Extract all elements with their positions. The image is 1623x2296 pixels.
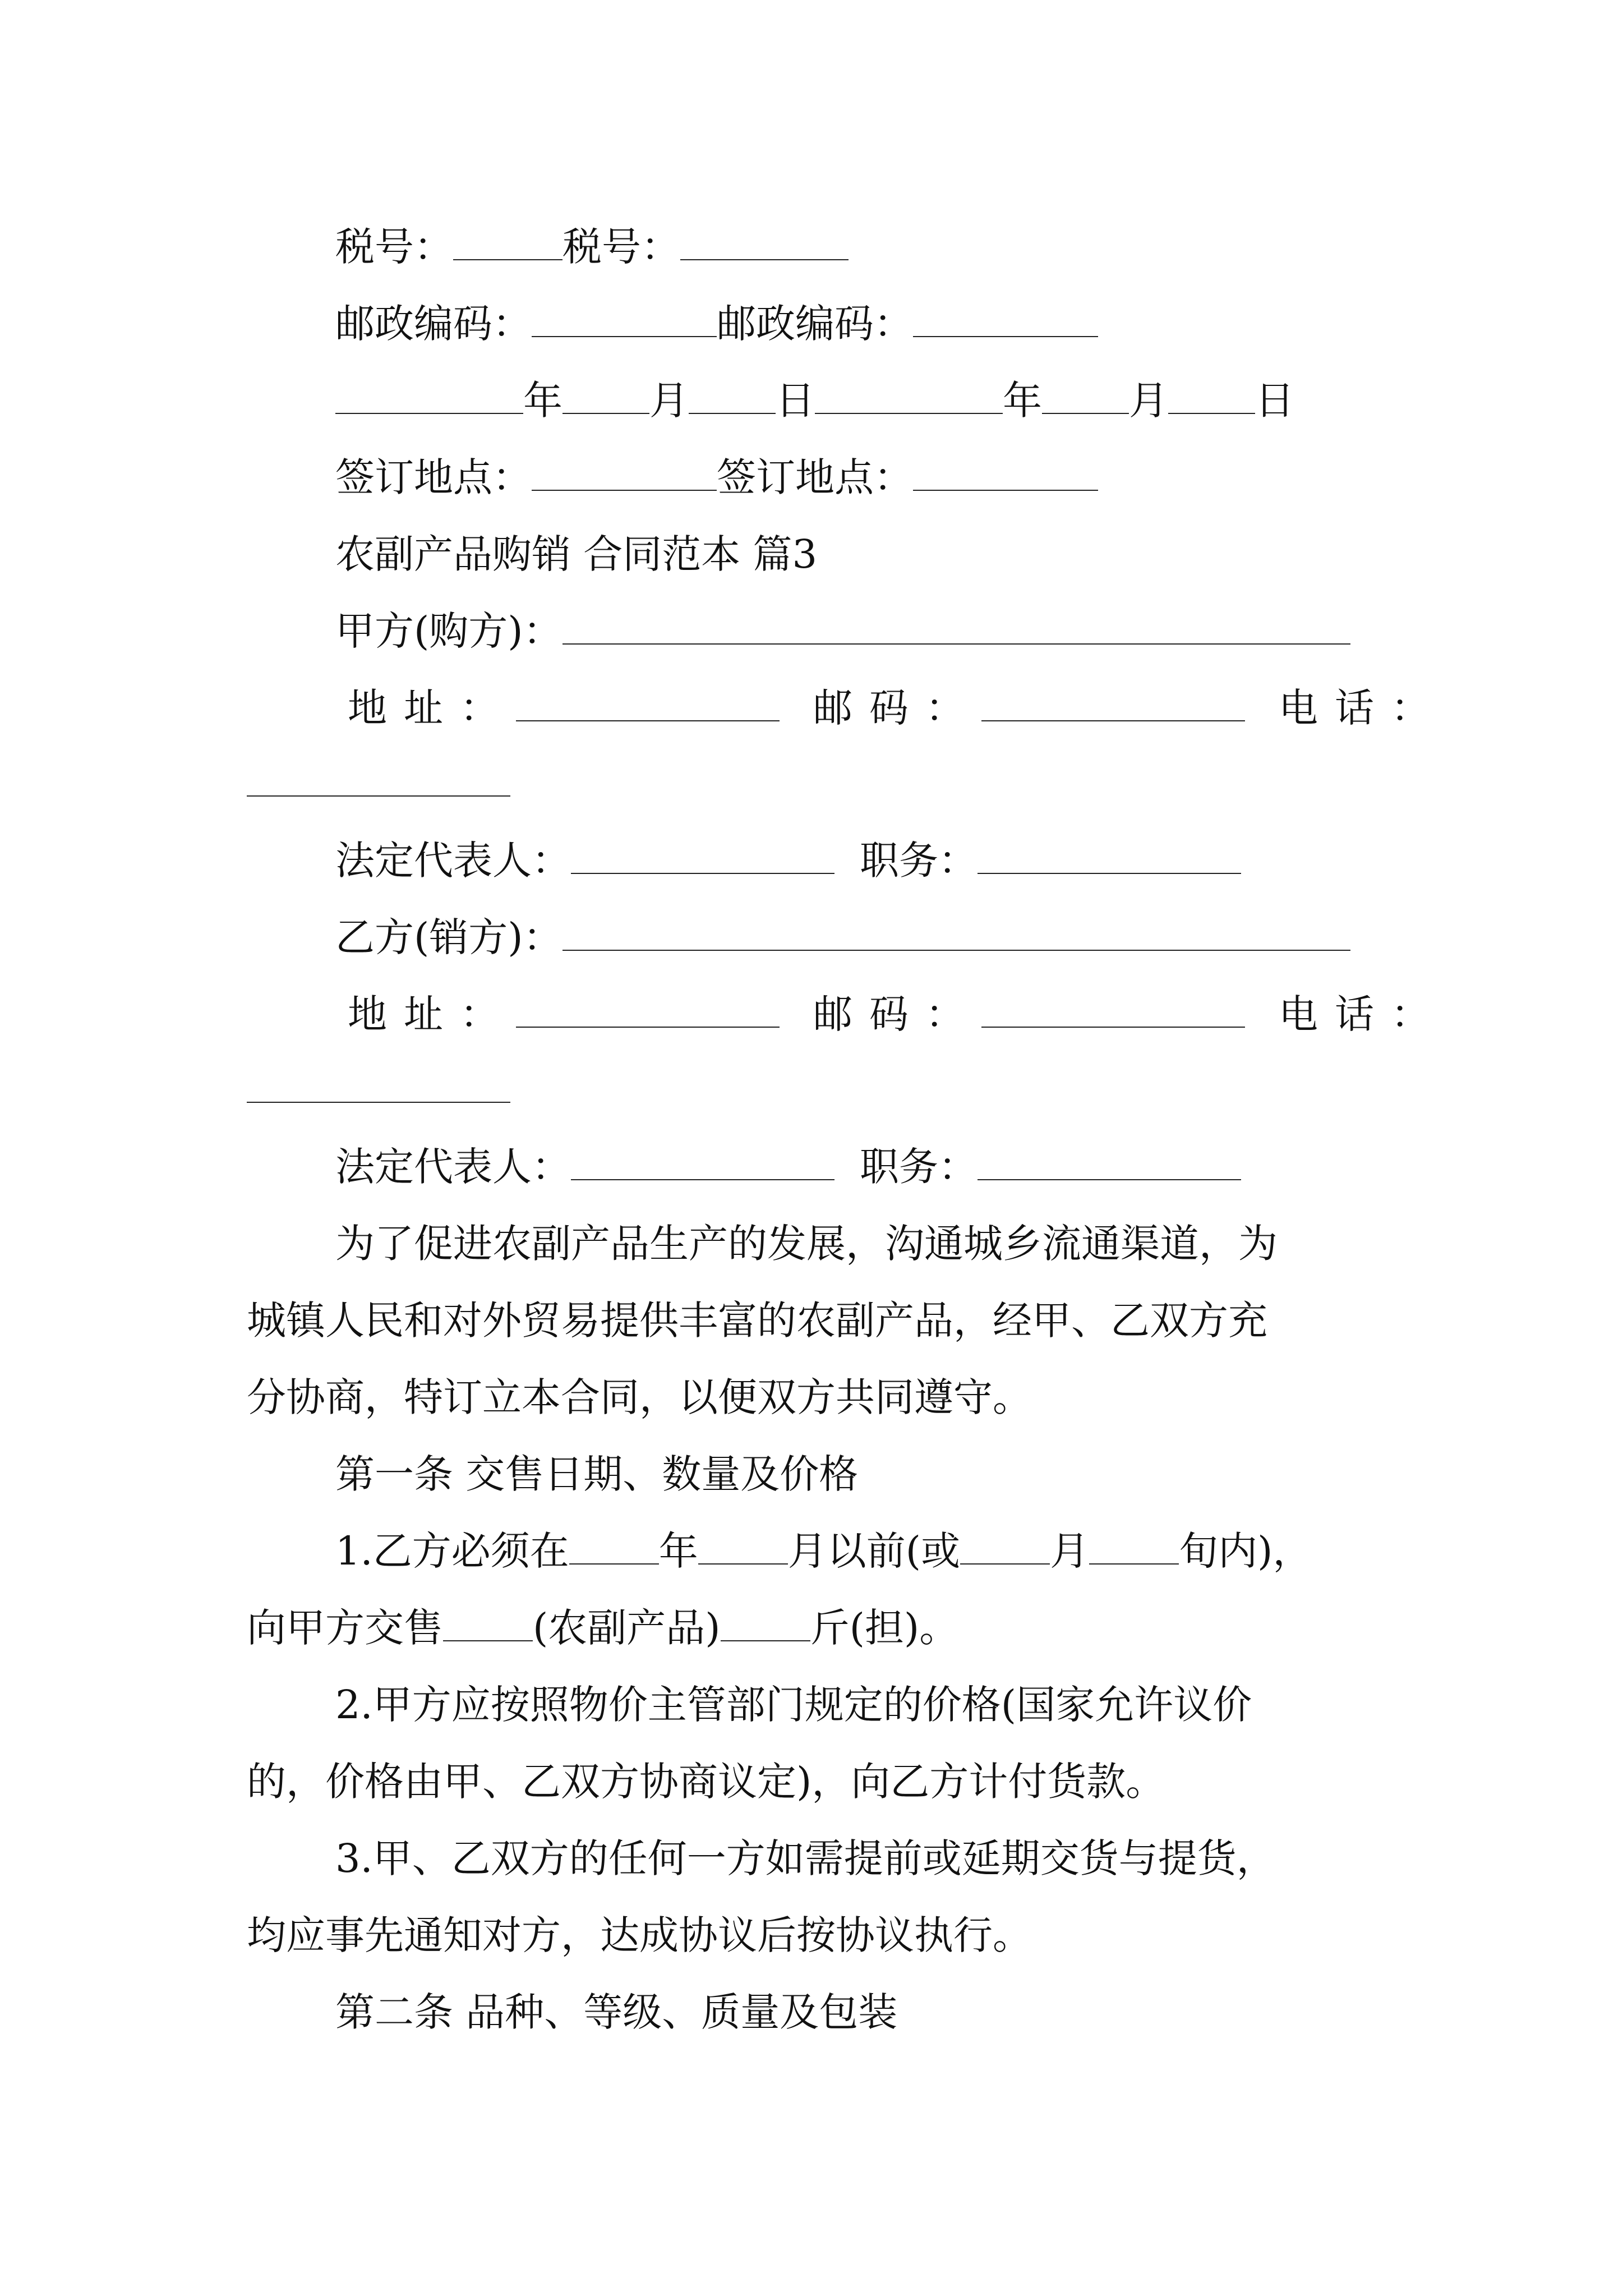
article-1-title: 第一条 交售日期、数量及价格 bbox=[335, 1451, 859, 1497]
signing-place-line bbox=[335, 449, 1098, 505]
position-blank-b bbox=[978, 1140, 1241, 1180]
phone-label-a: 电话： bbox=[1279, 685, 1447, 731]
date-year-blank-a bbox=[335, 374, 523, 414]
clause-1-year-blank bbox=[569, 1524, 659, 1565]
signing-place-blank-a bbox=[532, 450, 717, 491]
date-year-a: 年 bbox=[523, 378, 562, 424]
clause-1-prefix: 1.乙方必须在 bbox=[335, 1528, 569, 1574]
date-day-blank-a bbox=[689, 374, 776, 414]
clause-1-line-1 bbox=[335, 1523, 1312, 1579]
preamble-line-1: 为了促进农副产品生产的发展，沟通城乡流通渠道，为 bbox=[335, 1221, 1278, 1267]
zip-blank-b bbox=[981, 987, 1245, 1028]
signing-place-blank-b bbox=[913, 450, 1098, 491]
clause-1-tail: 旬内)， bbox=[1179, 1528, 1312, 1574]
address-label-b: 地址： bbox=[348, 991, 516, 1037]
postal-code-blank-b bbox=[913, 297, 1098, 337]
party-a-rep-line bbox=[335, 832, 1241, 889]
preamble-line-2: 城镇人民和对外贸易提供丰富的农副产品，经甲、乙双方充 bbox=[247, 1297, 1267, 1343]
clause-1-month-before: 月以前(或 bbox=[787, 1528, 961, 1574]
tax-number-label-b: 税号： bbox=[562, 224, 680, 270]
tax-number-blank-b bbox=[680, 220, 849, 260]
signing-place-label-b: 签订地点： bbox=[717, 454, 913, 500]
party-b-blank bbox=[562, 910, 1350, 951]
phone-blank-b bbox=[247, 1102, 510, 1103]
clause-1-l2-prefix: 向甲方交售 bbox=[247, 1605, 443, 1651]
date-day-a: 日 bbox=[776, 378, 815, 424]
clause-1-l2-product: (农副产品) bbox=[533, 1605, 721, 1651]
clause-1-month: 月 bbox=[1050, 1528, 1090, 1574]
postal-code-label-a: 邮政编码： bbox=[335, 301, 532, 347]
tax-number-line bbox=[335, 219, 849, 275]
legal-rep-label-b: 法定代表人： bbox=[335, 1144, 571, 1190]
address-blank-a bbox=[516, 681, 780, 721]
tax-number-label-a: 税号： bbox=[335, 224, 453, 270]
zip-blank-a bbox=[981, 681, 1245, 721]
clause-1-month-blank bbox=[698, 1524, 788, 1565]
position-blank-a bbox=[978, 834, 1241, 874]
clause-3-line-1: 3.甲、乙双方的任何一方如需提前或延期交货与提货， bbox=[335, 1835, 1276, 1881]
article-2-title: 第二条 品种、等级、质量及包装 bbox=[335, 1989, 898, 2035]
legal-rep-label-a: 法定代表人： bbox=[335, 838, 571, 884]
party-b-contact-line bbox=[348, 986, 1447, 1042]
date-month-blank-b bbox=[1042, 374, 1129, 414]
address-label-a: 地址： bbox=[348, 685, 516, 731]
date-year-blank-b bbox=[815, 374, 1003, 414]
zip-label-a: 邮码： bbox=[813, 685, 981, 731]
preamble-line-3: 分协商，特订立本合同，以便双方共同遵守。 bbox=[247, 1374, 1032, 1420]
clause-2-line-1: 2.甲方应按照物价主管部门规定的价格(国家允许议价 bbox=[335, 1682, 1252, 1728]
postal-code-label-b: 邮政编码： bbox=[717, 301, 913, 347]
date-day-b: 日 bbox=[1255, 378, 1294, 424]
postal-code-blank-a bbox=[532, 297, 717, 337]
zip-label-b: 邮码： bbox=[813, 991, 981, 1037]
clause-1-year: 年 bbox=[658, 1528, 698, 1574]
legal-rep-blank-b bbox=[571, 1140, 834, 1180]
legal-rep-blank-a bbox=[571, 834, 834, 874]
party-a-label: 甲方(购方)： bbox=[335, 608, 562, 654]
party-a-contact-line bbox=[348, 680, 1447, 736]
position-label-a: 职务： bbox=[860, 838, 978, 884]
signing-place-label-a: 签订地点： bbox=[335, 454, 532, 500]
clause-2-line-2: 的，价格由甲、乙双方协商议定)，向乙方计付货款。 bbox=[247, 1759, 1165, 1805]
tax-number-blank-a bbox=[453, 220, 562, 260]
party-a-blank bbox=[562, 604, 1350, 645]
party-b-label: 乙方(销方)： bbox=[335, 914, 562, 960]
address-blank-b bbox=[516, 987, 780, 1028]
date-day-blank-b bbox=[1168, 374, 1255, 414]
clause-1-l2-tail: 斤(担)。 bbox=[810, 1605, 959, 1651]
section-title: 农副产品购销 合同范本 篇3 bbox=[335, 531, 818, 577]
party-b-line bbox=[335, 909, 1350, 965]
date-month-blank-a bbox=[562, 374, 649, 414]
party-a-line bbox=[335, 603, 1350, 659]
phone-label-b: 电话： bbox=[1279, 991, 1447, 1037]
clause-1-quantity-blank bbox=[721, 1601, 810, 1641]
phone-blank-a bbox=[247, 795, 510, 797]
date-line bbox=[335, 372, 1294, 429]
position-label-b: 职务： bbox=[860, 1144, 978, 1190]
date-month-b: 月 bbox=[1129, 378, 1168, 424]
clause-3-line-2: 均应事先通知对方，达成协议后按协议执行。 bbox=[247, 1912, 1032, 1958]
date-month-a: 月 bbox=[649, 378, 689, 424]
party-b-rep-line bbox=[335, 1139, 1241, 1195]
date-year-b: 年 bbox=[1003, 378, 1042, 424]
clause-1-alt-month-blank bbox=[960, 1524, 1050, 1565]
postal-code-line bbox=[335, 296, 1098, 352]
clause-1-line-2 bbox=[247, 1600, 958, 1656]
clause-1-period-blank bbox=[1089, 1524, 1179, 1565]
clause-1-product-blank bbox=[443, 1601, 533, 1641]
